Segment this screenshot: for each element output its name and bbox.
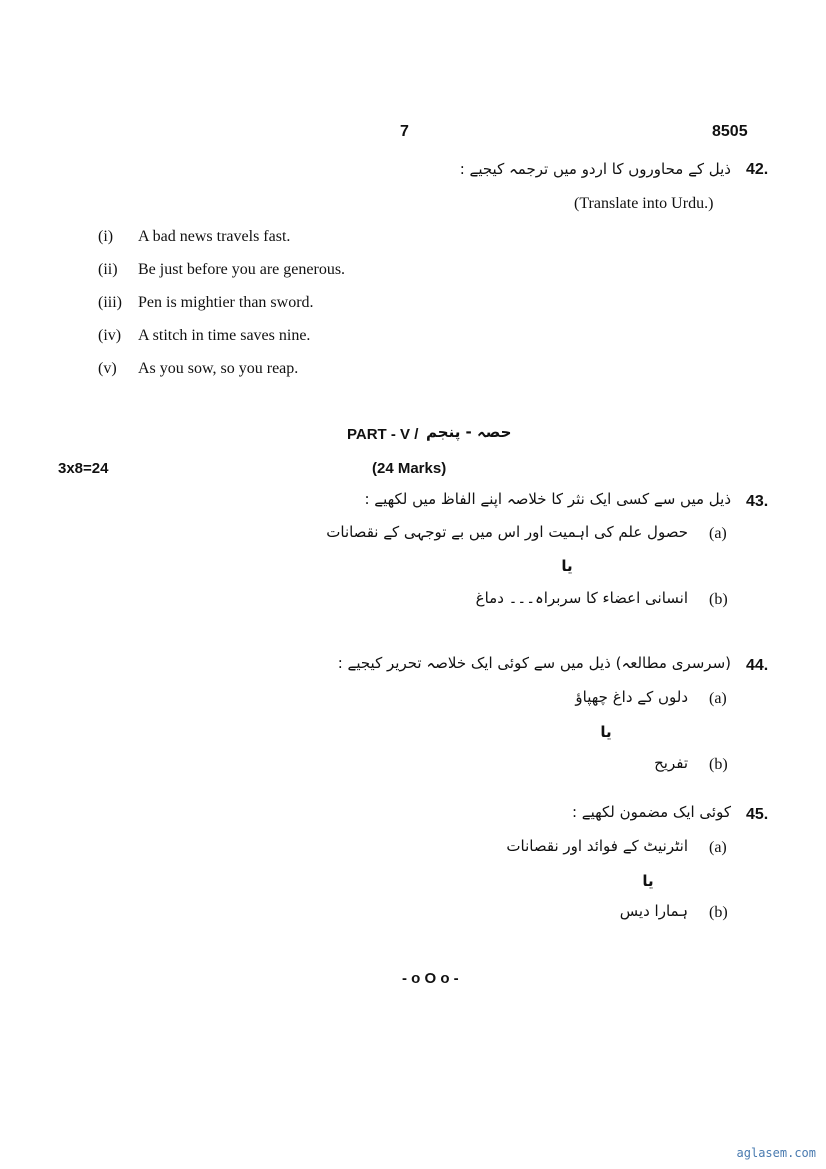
q42-urdu-instruction: ذیل کے محاوروں کا اردو میں ترجمہ کیجیے : (459, 160, 731, 178)
q42-item-roman: (iii) (98, 294, 122, 311)
q44-option-b-label: (b) (709, 756, 728, 773)
q45-option-a-label: (a) (709, 839, 727, 856)
page-number: 7 (400, 123, 409, 140)
end-of-paper-mark: - o O o - (402, 970, 459, 987)
question-number-43: 43. (746, 493, 769, 510)
q43-instruction: ذیل میں سے کسی ایک نثر کا خلاصہ اپنے الفاظ میں لکھیے : (364, 490, 731, 508)
q45-or: یا (642, 872, 654, 890)
q43-option-a-text: حصول علم کی اہمیت اور اس میں بے توجہی کے نقصانات (326, 523, 688, 541)
marks-formula: 3x8=24 (58, 460, 109, 477)
q45-instruction: کوئی ایک مضمون لکھیے : (571, 803, 731, 821)
q45-option-b-text: ہمارا دیس (619, 902, 688, 920)
q43-option-a-label: (a) (709, 525, 727, 542)
q42-item-text: As you sow, so you reap. (138, 360, 299, 377)
q43-option-b-text: انسانی اعضاء کا سربراہ۔۔۔ دماغ (475, 589, 688, 607)
q44-or: یا (600, 723, 612, 741)
part-title-english: PART - V / (347, 426, 419, 443)
question-number-44: 44. (746, 657, 769, 674)
q42-item-roman: (i) (98, 228, 114, 245)
q43-option-b-label: (b) (709, 591, 728, 608)
question-number-45: 45. (746, 806, 769, 823)
q45-option-b-label: (b) (709, 904, 728, 921)
q42-item-text: A bad news travels fast. (138, 228, 291, 245)
question-number-42: 42. (746, 161, 769, 178)
q42-item-roman: (ii) (98, 261, 118, 278)
marks-total: (24 Marks) (372, 460, 447, 477)
q42-item-text: Be just before you are generous. (138, 261, 346, 278)
q44-instruction: (سرسری مطالعہ) ذیل میں سے کوئی ایک خلاصہ تحریر کیجیے : (337, 654, 731, 672)
q44-option-a-text: دلوں کے داغ چھپاؤ (575, 688, 688, 706)
q44-option-a-label: (a) (709, 690, 727, 707)
q42-item-roman: (v) (98, 360, 117, 377)
q45-option-a-text: انٹرنیٹ کے فوائد اور نقصانات (506, 837, 688, 855)
q42-item-roman: (iv) (98, 327, 122, 344)
q42-item-text: A stitch in time saves nine. (138, 327, 311, 344)
watermark: aglasem.com (736, 1146, 816, 1160)
paper-code: 8505 (712, 123, 748, 140)
q42-item-text: Pen is mightier than sword. (138, 294, 314, 311)
part-title-urdu: حصہ - پنجم (426, 423, 512, 441)
q42-english-instruction: (Translate into Urdu.) (574, 195, 714, 212)
q44-option-b-text: تفریح (654, 754, 688, 772)
q43-or: یا (561, 557, 573, 575)
